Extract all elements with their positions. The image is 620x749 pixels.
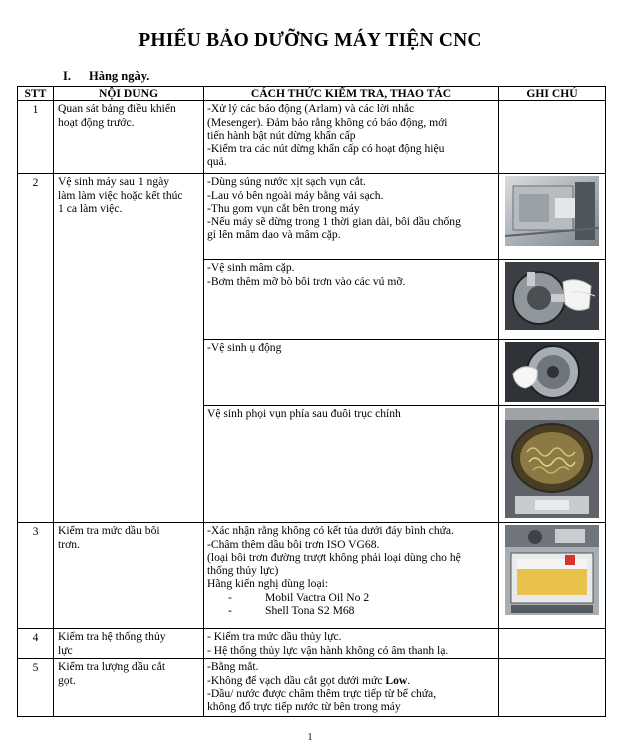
- table-row: [18, 523, 606, 629]
- text-line: Vệ sinh phọi vụn phía sau đuôi trục chính: [207, 407, 401, 421]
- table-header-row: [18, 87, 606, 101]
- text-line: - Hệ thống thủy lực vận hành không có âm thanh lạ.: [207, 643, 449, 657]
- table-row: [18, 174, 606, 260]
- text-line: gỉ lên mâm dao và mâm cặp.: [207, 228, 341, 242]
- text-line: -Xác nhận rằng không có kết tủa dưới đáy bình chứa.: [207, 524, 454, 538]
- machine-interior-image: [505, 176, 599, 246]
- oil-brand-name: Shell Tona S2 M68: [265, 604, 355, 618]
- text-line: quả.: [207, 155, 227, 169]
- text-line: -Kiểm tra các nút dừng khẩn cấp có hoạt động hiệu: [207, 142, 445, 156]
- row-ghi-chu: [499, 659, 606, 717]
- text-line: Hãng kiến nghị dùng loại:: [207, 577, 329, 591]
- oil-tank-photo: [505, 525, 599, 615]
- row-stt: 1: [18, 101, 54, 174]
- row-cach-thuc: [204, 340, 499, 406]
- section-heading: [63, 69, 149, 84]
- text-line: -Dầu/ nước được châm thêm trực tiếp từ bể chứa,: [207, 686, 437, 700]
- text-segment: .: [407, 673, 411, 687]
- text-line: -Bơm thêm mỡ bò bôi trơn vào các vú mỡ.: [207, 274, 406, 288]
- row-ghi-chu: [499, 101, 606, 174]
- row-ghi-chu: [499, 523, 606, 629]
- row-cach-thuc: [204, 523, 499, 629]
- oil-brand-name: Mobil Vactra Oil No 2: [265, 590, 370, 604]
- row-ghi-chu: [499, 629, 606, 659]
- text-line: -Dùng súng nước xịt sạch vụn cắt.: [207, 175, 366, 189]
- chip-basket-photo: [505, 408, 599, 518]
- text-line: -Châm thêm dầu bôi trơn ISO VG68.: [207, 537, 380, 551]
- text-line: -Xử lý các báo động (Arlam) và các lời nhắc: [207, 102, 415, 116]
- tailstock-cleaning-image: [505, 342, 599, 402]
- document-title: PHIẾU BẢO DƯỠNG MÁY TIỆN CNC: [138, 30, 482, 51]
- oil-brand-item: [207, 591, 495, 604]
- row-cach-thuc: [204, 174, 499, 260]
- header-noi-dung: NỘI DUNG: [54, 87, 204, 101]
- text-segment: -Không để vạch dầu cắt gọt dưới mức: [207, 673, 386, 687]
- bullet-dash: -: [228, 604, 232, 618]
- text-line: lực: [58, 643, 73, 657]
- row-stt: 4: [18, 629, 54, 659]
- text-line: gọt.: [58, 673, 76, 687]
- text-line: 1 ca làm việc.: [58, 201, 123, 215]
- row-noi-dung: [54, 659, 204, 717]
- text-line: (loại bôi trơn đường trượt không phải loại dùng cho hệ: [207, 550, 461, 564]
- text-line: -Lau vỏ bên ngoài máy bằng vải sạch.: [207, 188, 384, 202]
- text-line: Kiểm tra hệ thống thủy: [58, 630, 166, 644]
- section-number: I.: [63, 69, 71, 83]
- row-cach-thuc: [204, 629, 499, 659]
- row-ghi-chu: [499, 260, 606, 340]
- text-line: trơn.: [58, 537, 80, 551]
- low-level-label: Low: [385, 673, 408, 687]
- text-line: Vệ sinh máy sau 1 ngày: [58, 175, 170, 189]
- row-stt: 3: [18, 523, 54, 629]
- chip-basket-image: [505, 408, 599, 518]
- text-line: thống thủy lực): [207, 564, 279, 578]
- text-line: tiến hành bật nút dừng khẩn cấp: [207, 128, 356, 142]
- bullet-dash: -: [228, 590, 232, 604]
- chuck-cleaning-image: [505, 262, 599, 330]
- row-noi-dung: [54, 101, 204, 174]
- row-cach-thuc: [204, 659, 499, 717]
- tailstock-cleaning-photo: [505, 342, 599, 402]
- page-number: 1: [307, 732, 313, 743]
- text-line: Kiểm tra lượng dầu cắt: [58, 660, 166, 674]
- table-row: [18, 101, 606, 174]
- text-line: Kiểm tra mức dầu bôi: [58, 524, 160, 538]
- text-line: - Kiểm tra mức dầu thủy lực.: [207, 630, 342, 644]
- oil-brand-item: [207, 604, 495, 617]
- text-line: -Nếu máy sẽ dừng trong 1 thời gian dài, bôi dầu chống: [207, 215, 461, 229]
- row-ghi-chu: [499, 174, 606, 260]
- header-cach-thuc: CÁCH THỨC KIỂM TRA, THAO TÁC: [204, 87, 499, 101]
- machine-interior-photo: [505, 176, 599, 246]
- text-line: -Bằng mắt.: [207, 660, 259, 674]
- row-cach-thuc: [204, 406, 499, 523]
- header-ghi-chu: GHI CHÚ: [499, 87, 606, 101]
- row-noi-dung: [54, 629, 204, 659]
- oil-tank-image: [505, 525, 599, 615]
- maintenance-table: [17, 86, 606, 717]
- table-row: [18, 659, 606, 717]
- text-line: (Mesenger). Đảm bảo rằng không có báo động, mới: [207, 115, 448, 129]
- text-line: không đổ trực tiếp nước từ bên trong máy: [207, 700, 401, 714]
- row-stt: 5: [18, 659, 54, 717]
- text-line: [207, 674, 495, 687]
- section-label: Hàng ngày.: [89, 69, 150, 83]
- row-noi-dung: [54, 174, 204, 523]
- row-ghi-chu: [499, 406, 606, 523]
- text-line: -Vệ sinh mâm cặp.: [207, 261, 295, 275]
- row-cach-thuc: [204, 101, 499, 174]
- text-line: làm làm việc hoặc kết thúc: [58, 188, 183, 202]
- row-cach-thuc: [204, 260, 499, 340]
- text-line: Quan sát bảng điều khiển: [58, 102, 176, 116]
- chuck-cleaning-photo: [505, 262, 599, 330]
- row-noi-dung: [54, 523, 204, 629]
- table-row: [18, 629, 606, 659]
- row-stt: 2: [18, 174, 54, 523]
- text-line: -Vệ sinh ụ động: [207, 341, 282, 355]
- row-ghi-chu: [499, 340, 606, 406]
- header-stt: STT: [18, 87, 54, 101]
- text-line: hoạt động trước.: [58, 115, 135, 129]
- text-line: -Thu gom vụn cắt bên trong máy: [207, 201, 360, 215]
